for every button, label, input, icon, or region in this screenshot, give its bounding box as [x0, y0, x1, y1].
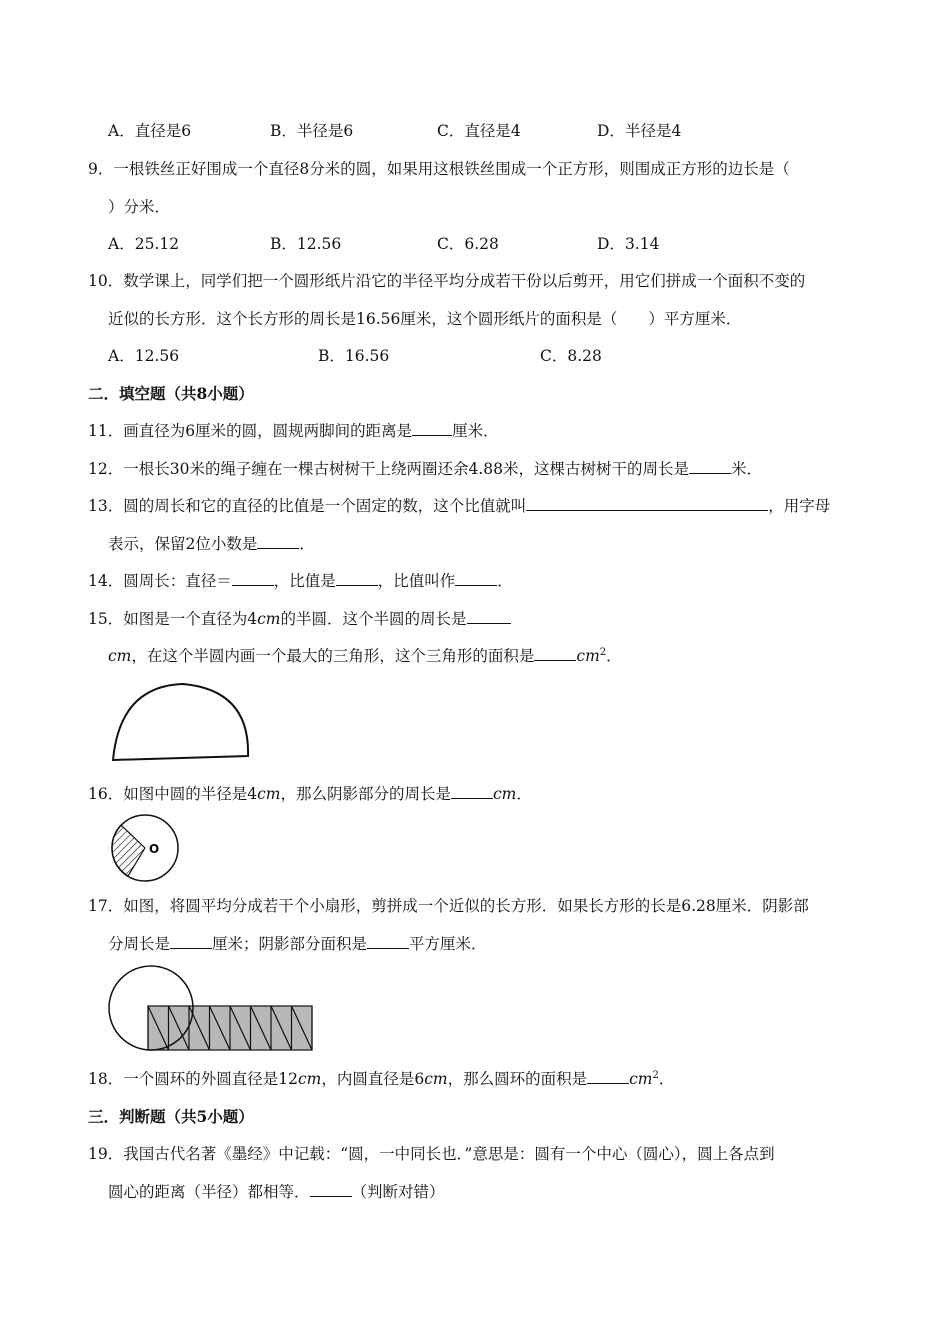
q10-stem-line2: 近似的长方形．这个长方形的周长是16.56厘米，这个圆形纸片的面积是（ ）平方厘米．: [108, 310, 742, 328]
q18: 18．一个圆环的外圆直径是12cm，内圆直径是6cm，那么圆环的面积是 $cm^2$．: [88, 1069, 675, 1088]
q9-option-b[interactable]: B．12.56: [270, 235, 342, 253]
center-label: O: [149, 842, 160, 856]
q10-stem-line1: 10．数学课上，同学们把一个圆形纸片沿它的半径平均分成若干份以后剪开，用它们拼成一个面积不变的: [88, 272, 806, 290]
q17-answer-blank-1[interactable]: [170, 934, 212, 949]
semicircle-figure: [108, 680, 253, 765]
q13-answer-blank-2[interactable]: [257, 534, 299, 549]
q9-option-d[interactable]: D．3.14: [597, 235, 660, 253]
q19-line2: 圆心的距离（半径）都相等． （判断对错）: [108, 1183, 445, 1201]
q12-answer-blank[interactable]: [689, 459, 731, 474]
q9-option-a[interactable]: A．25.12: [108, 235, 180, 253]
q17-line2: 分周长是 厘米；阴影部分面积是 平方厘米．: [108, 935, 487, 953]
q10-option-c[interactable]: C．8.28: [540, 347, 602, 365]
q19-answer-blank[interactable]: [310, 1182, 352, 1197]
q8-option-b[interactable]: B．半径是6: [270, 122, 354, 140]
q19-line1: 19．我国古代名著《墨经》中记载：“圆，一中同长也．”意思是：圆有一个中心（圆心），圆上各点到: [88, 1145, 775, 1163]
q12: 12．一根长30米的绳子缠在一棵古树树干上绕两圈还余4.88米，这棵古树树干的周长是 米．: [88, 460, 762, 478]
q14-answer-blank-2[interactable]: [336, 571, 378, 586]
q15-line1: 15．如图是一个直径为4cm的半圆．这个半圆的周长是: [88, 608, 511, 630]
q9-option-c[interactable]: C．6.28: [437, 235, 499, 253]
q15-answer-blank-1[interactable]: [467, 609, 511, 624]
section-heading-fill-blank: 二．填空题（共8小题）: [88, 384, 254, 403]
q14-answer-blank-3[interactable]: [455, 571, 497, 586]
q13-line2: 表示，保留2位小数是 ．: [108, 535, 315, 553]
section-heading-judgement: 三．判断题（共5小题）: [88, 1107, 254, 1126]
q17-line1: 17．如图，将圆平均分成若干个小扇形，剪拼成一个近似的长方形．如果长方形的长是6.28厘米．阴影部: [88, 897, 809, 915]
q13-line1: 13．圆的周长和它的直径的比值是一个固定的数，这个比值就叫 ，用字母: [88, 497, 831, 515]
q9-stem-line1: 9．一根铁丝正好围成一个直径8分米的圆，如果用这根铁丝围成一个正方形，则围成正方形的边长是（: [88, 160, 790, 178]
q9-stem-line2: ）分米．: [108, 198, 171, 216]
shaded-sector: [112, 825, 145, 876]
q16-answer-blank[interactable]: [451, 784, 493, 799]
q11-answer-blank[interactable]: [412, 421, 452, 436]
q13-answer-blank-1[interactable]: [526, 496, 768, 511]
semicircle-shape: [113, 684, 248, 760]
q14-answer-blank-1[interactable]: [232, 571, 274, 586]
q18-answer-blank[interactable]: [587, 1069, 629, 1084]
q14: 14．圆周长：直径＝ ，比值是 ，比值叫作 ．: [88, 572, 513, 590]
q17-answer-blank-2[interactable]: [367, 934, 409, 949]
q15-line2: cm，在这个半圆内画一个最大的三角形，这个三角形的面积是 $cm^2$．: [108, 646, 622, 665]
q10-option-b[interactable]: B．16.56: [318, 347, 390, 365]
q10-option-a[interactable]: A．12.56: [108, 347, 180, 365]
q8-option-a[interactable]: A．直径是6: [108, 122, 192, 140]
shaded-sector-figure: [108, 814, 184, 884]
q11: 11．画直径为6厘米的圆，圆规两脚间的距离是 厘米．: [88, 422, 499, 440]
q15-answer-blank-2[interactable]: [534, 646, 576, 661]
circle-to-rectangle-figure: [108, 964, 318, 1056]
q16: 16．如图中圆的半径是4cm，那么阴影部分的周长是 cm．: [88, 785, 532, 803]
q8-option-c[interactable]: C．直径是4: [437, 122, 521, 140]
q8-option-d[interactable]: D．半径是4: [597, 122, 682, 140]
